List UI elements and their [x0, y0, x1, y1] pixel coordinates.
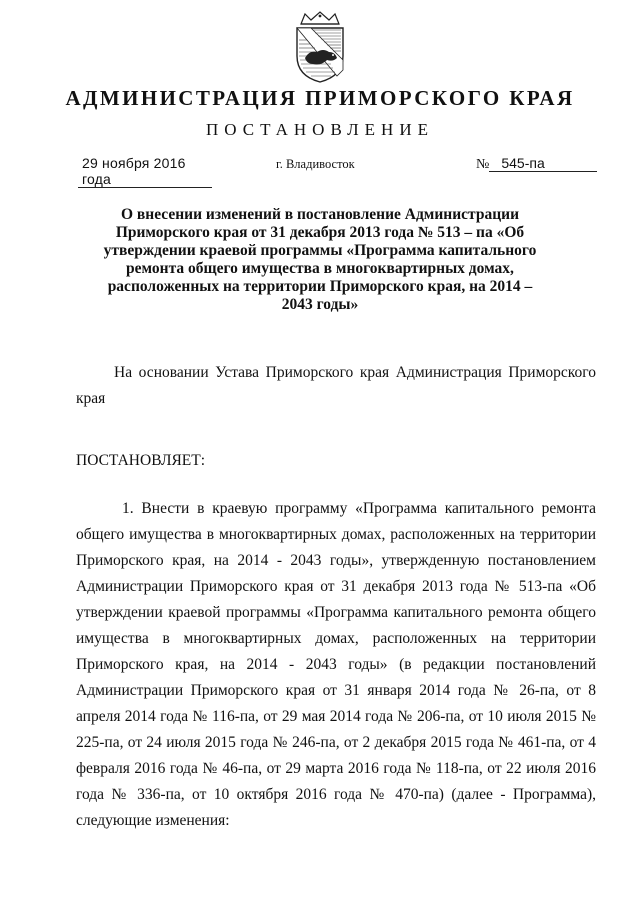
date-value: 29 ноября 2016 года	[78, 155, 212, 188]
number-prefix: №	[476, 157, 490, 172]
decree-heading: ПОСТАНОВЛЯЕТ:	[76, 452, 206, 469]
number-value: 545-па	[489, 155, 597, 172]
basis-paragraph: На основании Устава Приморского края Администрация Приморского края	[76, 364, 596, 407]
agency-name: АДМИНИСТРАЦИЯ ПРИМОРСКОГО КРАЯ	[65, 86, 575, 110]
document-number	[476, 155, 597, 173]
document-city: г. Владивосток	[276, 157, 355, 171]
document-type: ПОСТАНОВЛЕНИЕ	[205, 120, 434, 139]
coat-of-arms-icon	[287, 10, 353, 84]
item-1-paragraph: 1. Внести в краевую программу «Программа капитального ремонта общего имущества в многоквартирных домах, расположенных на территории Приморского края, на 2014 - 2043 годы», утвержденную постановлением Администрации Приморского края от 31 декабря 2013 года № 513-па «Об утверждении краевой программы «Программа капитального ремонта общего имущества в многоквартирных домах, расположенных на территории Приморского края, на 2014 - 2043 годы» (в редакции постановлений Администрации Приморского края от 31 января 2014 года № 26-па, от 8 апреля 2014 года № 116-па, от 29 мая 2014 года № 206-па, от 10 июля 2015 № 225-па, от 24 июля 2015 года № 246-па, от 2 декабря 2015 года № 461-па, от 4 февраля 2016 года № 46-па, от 29 марта 2016 года № 118-па, от 22 июля 2016 года № 336-па, от 10 октября 2016 года № 470-па) (далее - Программа), следующие изменения:	[76, 500, 596, 829]
document-date	[78, 155, 212, 188]
document-title: О внесении изменений в постановление Администрации Приморского края от 31 декабря 2013 года № 513 – па «Об утверждении краевой программы «Программа капитального ремонта общего имущества в многоквартирных домах, расположенных на территории Приморского края, на 2014 – 2043 годы»	[103, 206, 537, 313]
